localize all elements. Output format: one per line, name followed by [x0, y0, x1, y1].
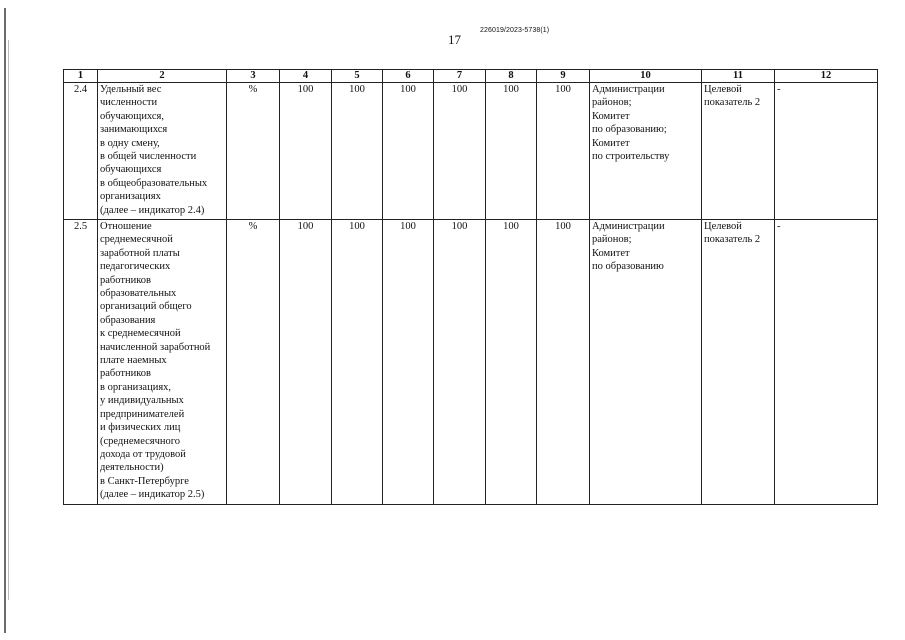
indicator-name-line: занимающихся — [100, 124, 168, 136]
indicator-name-line: в одну смену, — [100, 137, 160, 149]
value-cell: 100 — [434, 220, 486, 505]
indicator-name — [98, 83, 227, 220]
indicator-name-line: (среднемесячного — [100, 435, 181, 447]
column-header: 11 — [702, 70, 775, 83]
indicator-name-line: Отношение — [100, 221, 152, 232]
indicator-name-line: у индивидуальных — [100, 395, 184, 407]
column-header: 6 — [383, 70, 434, 83]
indicator-name-line: организациях — [100, 191, 161, 203]
indicator-name-line: среднемесячной — [100, 234, 173, 246]
target-line: показатель 2 — [704, 97, 761, 109]
indicator-table — [63, 69, 878, 505]
unit-cell: % — [227, 220, 280, 505]
indicator-code: 2.5 — [64, 220, 98, 505]
document-id: 226019/2023-5738(1) — [480, 27, 550, 34]
indicator-name-line: Удельный вес — [100, 84, 162, 95]
value-cell: 100 — [434, 83, 486, 220]
column-header: 10 — [590, 70, 702, 83]
value-cell: 100 — [332, 220, 383, 505]
responsible-line: Комитет — [592, 110, 630, 122]
value-cell: 100 — [537, 83, 590, 220]
indicator-name-line: в организациях, — [100, 381, 172, 393]
target-line: показатель 2 — [704, 234, 761, 246]
responsible-cell — [590, 220, 702, 505]
scan-edge-shadow — [4, 8, 6, 633]
indicator-name-line: заработной платы — [100, 247, 180, 259]
target-line: Целевой — [704, 84, 742, 95]
target-cell — [702, 83, 775, 220]
indicator-name — [98, 220, 227, 505]
page-number: 17 — [448, 32, 461, 47]
indicator-name-line: к среднемесячной — [100, 328, 181, 340]
indicator-name-line: и физических лиц — [100, 422, 181, 434]
indicator-name-line: работников — [100, 274, 151, 286]
column-header: 9 — [537, 70, 590, 83]
indicator-name-line: дохода от трудовой — [100, 448, 186, 460]
column-header: 8 — [486, 70, 537, 83]
responsible-line: по образованию — [592, 261, 664, 273]
indicator-name-line: численности — [100, 97, 158, 109]
indicator-name-line: в общеобразовательных — [100, 177, 208, 189]
value-cell: 100 — [537, 220, 590, 505]
column-header: 3 — [227, 70, 280, 83]
column-header: 5 — [332, 70, 383, 83]
column-header: 7 — [434, 70, 486, 83]
value-cell: 100 — [383, 220, 434, 505]
table-header-row — [64, 70, 878, 83]
indicator-name-line: образования — [100, 314, 156, 326]
indicator-name-line: обучающихся — [100, 164, 162, 176]
indicator-name-line: плате наемных — [100, 355, 167, 367]
value-cell: 100 — [280, 83, 332, 220]
indicator-name-line: деятельности) — [100, 462, 164, 474]
indicator-name-line: (далее – индикатор 2.5) — [100, 489, 205, 501]
responsible-line: районов; — [592, 234, 632, 246]
value-cell: 100 — [280, 220, 332, 505]
responsible-cell — [590, 83, 702, 220]
indicator-name-line: работников — [100, 368, 151, 380]
responsible-line: Комитет — [592, 247, 630, 259]
indicator-name-line: педагогических — [100, 261, 171, 273]
column-header: 2 — [98, 70, 227, 83]
indicator-name-line: предпринимателей — [100, 408, 185, 420]
indicator-name-line: в Санкт-Петербурге — [100, 475, 189, 487]
column-header: 12 — [775, 70, 878, 83]
value-cell: 100 — [383, 83, 434, 220]
scan-edge-shadow-inner — [8, 40, 9, 600]
indicator-name-line: (далее – индикатор 2.4) — [100, 204, 205, 216]
indicator-name-line: в общей численности — [100, 151, 197, 163]
indicator-name-line: организаций общего — [100, 301, 192, 313]
target-line: Целевой — [704, 221, 742, 232]
column-header: 1 — [64, 70, 98, 83]
indicator-name-line: образовательных — [100, 288, 177, 300]
responsible-line: по строительству — [592, 151, 670, 163]
table-row — [64, 220, 878, 505]
value-cell: 100 — [486, 220, 537, 505]
responsible-line: Комитет — [592, 137, 630, 149]
unit-cell: % — [227, 83, 280, 220]
note-cell: - — [775, 83, 878, 220]
table-row — [64, 83, 878, 220]
column-header: 4 — [280, 70, 332, 83]
indicator-name-line: начисленной заработной — [100, 341, 211, 353]
responsible-line: Администрации — [592, 84, 665, 95]
responsible-line: районов; — [592, 97, 632, 109]
value-cell: 100 — [332, 83, 383, 220]
target-cell — [702, 220, 775, 505]
responsible-line: Администрации — [592, 221, 665, 232]
responsible-line: по образованию; — [592, 124, 667, 136]
indicator-code: 2.4 — [64, 83, 98, 220]
indicator-name-line: обучающихся, — [100, 110, 164, 122]
value-cell: 100 — [486, 83, 537, 220]
note-cell: - — [775, 220, 878, 505]
